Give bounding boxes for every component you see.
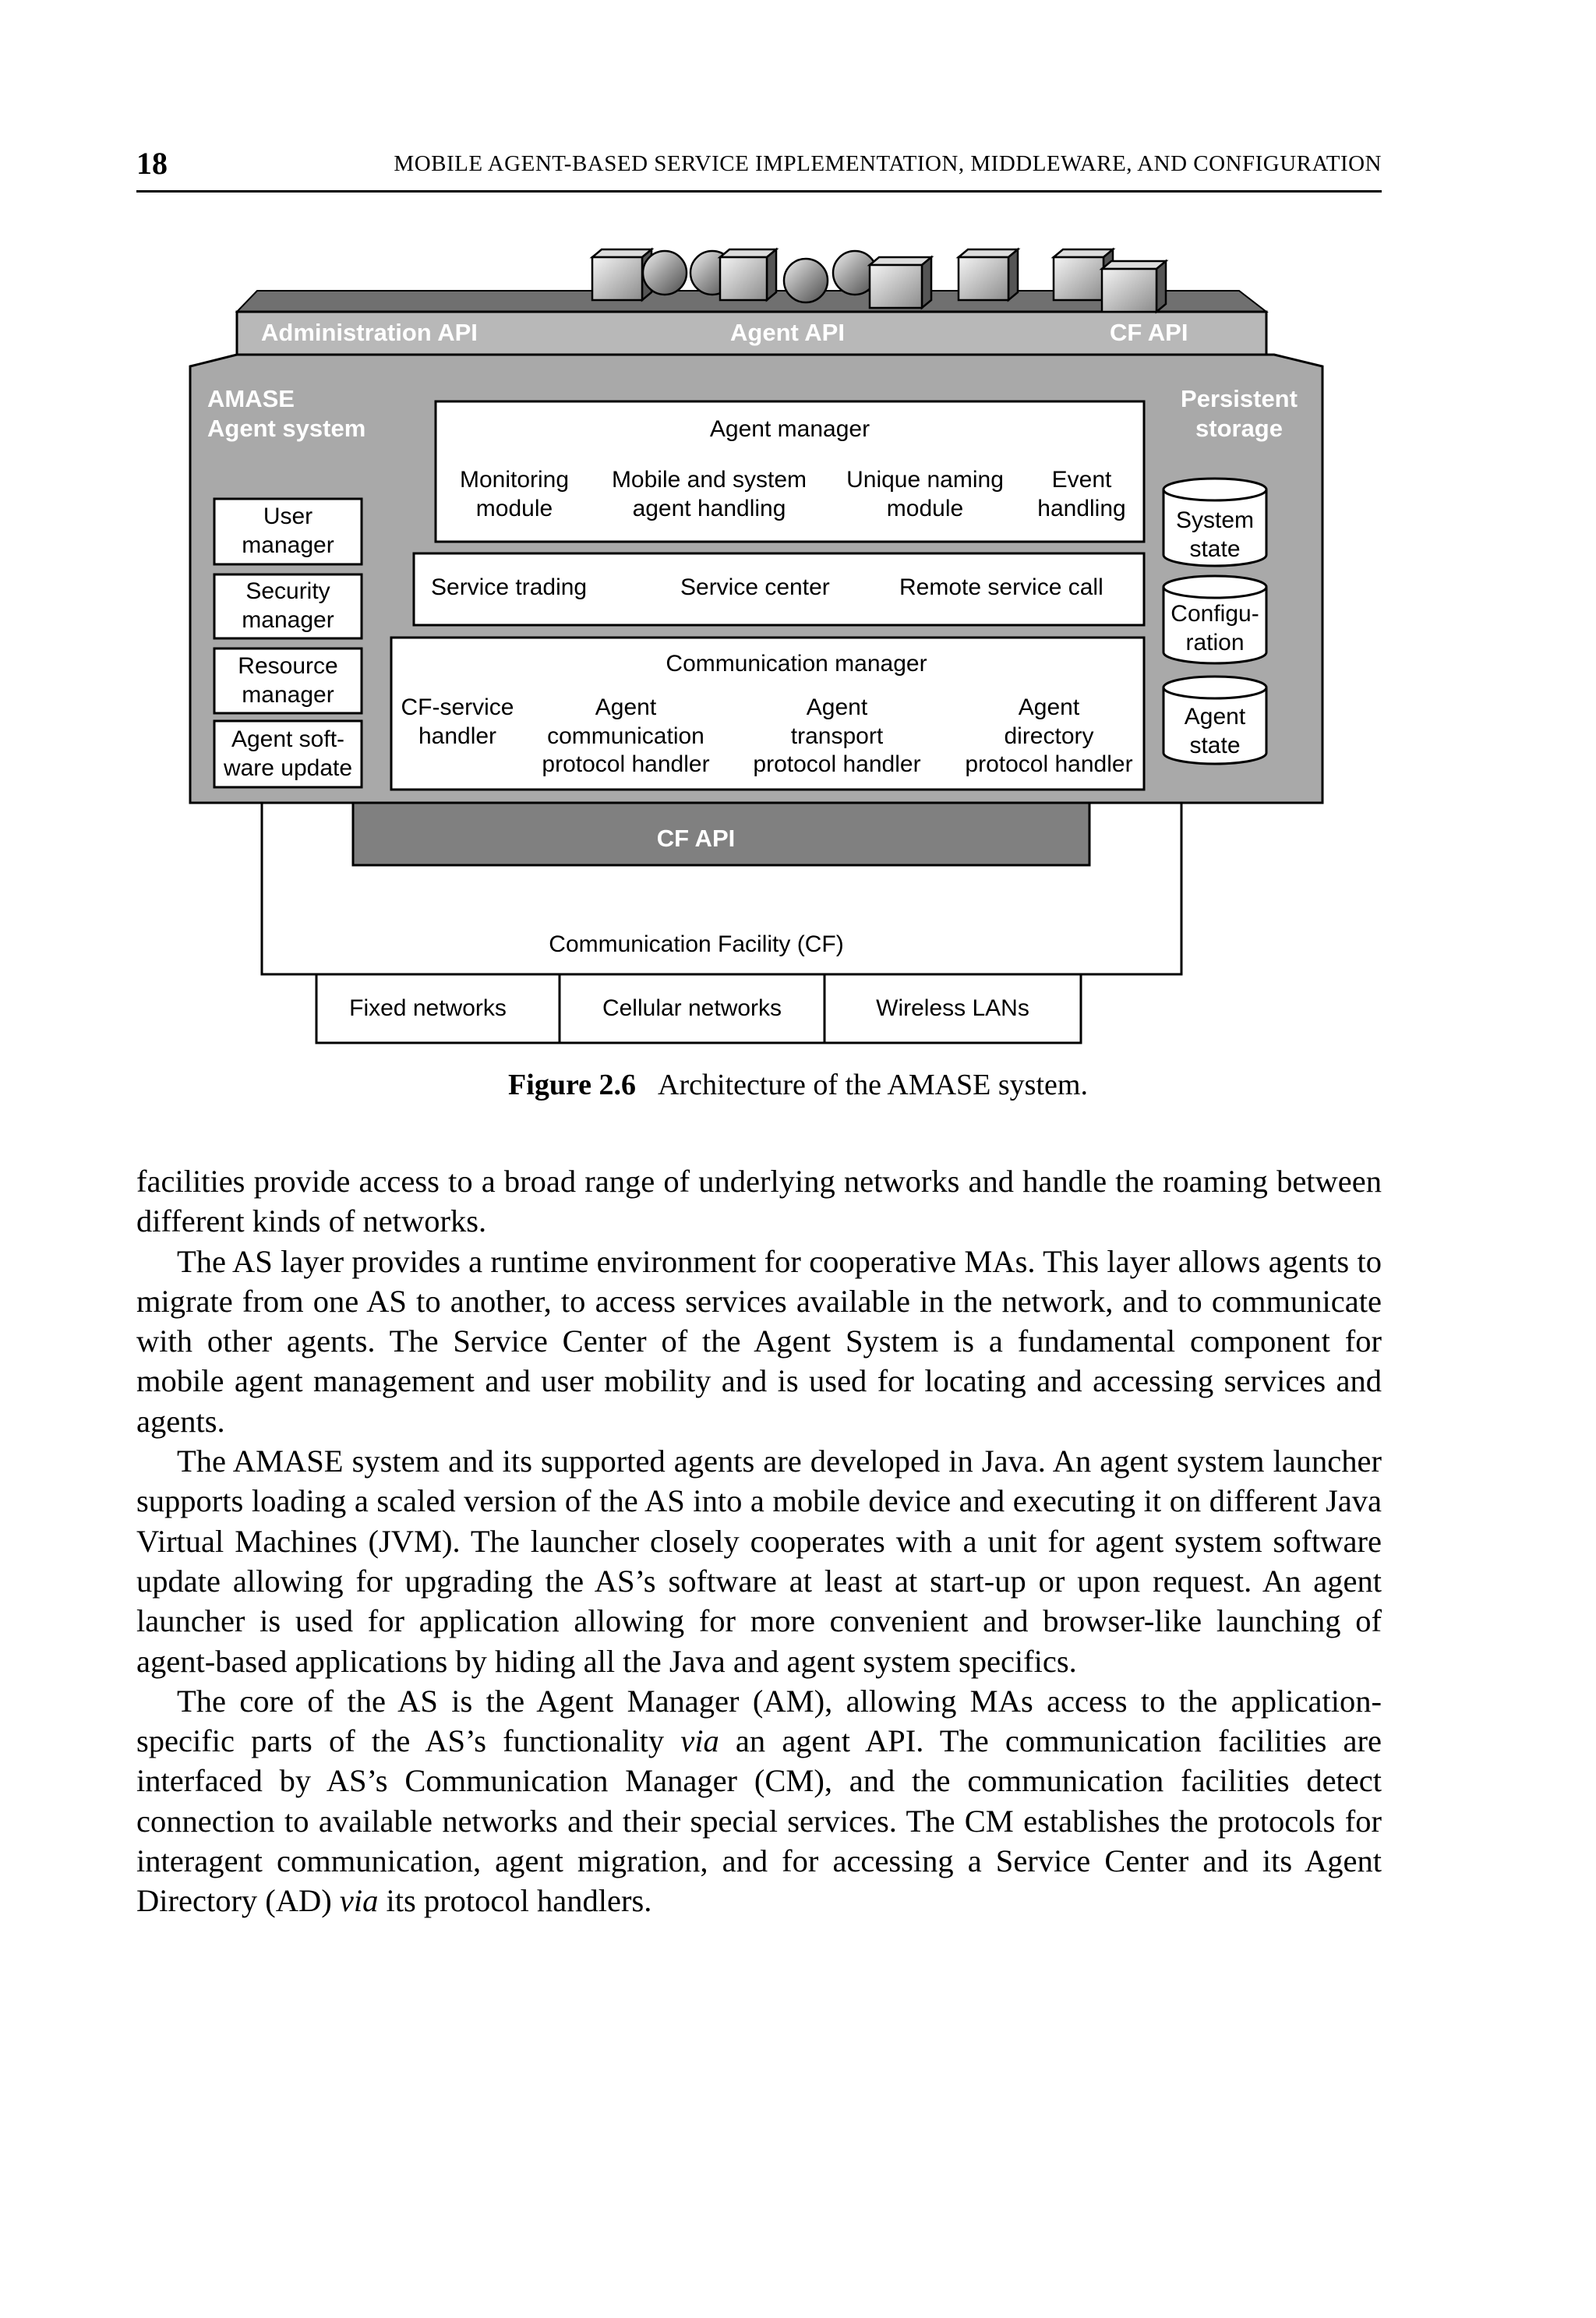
handler-label-line: directory bbox=[1004, 723, 1094, 749]
wireless-lans-label: Wireless LANs bbox=[876, 995, 1029, 1021]
handler-label-line: Agent bbox=[595, 694, 657, 720]
italic-via: via bbox=[680, 1723, 719, 1759]
user-manager-label bbox=[214, 499, 362, 564]
service-trading-label: Service trading bbox=[431, 574, 588, 600]
system-state-label bbox=[1163, 507, 1266, 564]
agent-system-label-line: Agent system bbox=[207, 414, 366, 442]
event-handling-module-label bbox=[1019, 466, 1144, 523]
agent-cube-3 bbox=[870, 257, 931, 308]
architecture-figure bbox=[0, 0, 1596, 1076]
storage-label-line: System bbox=[1175, 507, 1255, 533]
fixed-networks-label: Fixed networks bbox=[349, 995, 507, 1021]
paragraph-text: The core of the AS is the Agent Manager (AM), allowing MAs access to the application-specific parts of the AS’s functionality bbox=[136, 1683, 1382, 1759]
storage-label-line: state bbox=[1189, 535, 1241, 562]
agent-system-label-line: AMASE bbox=[207, 385, 295, 412]
box-label-line: User bbox=[263, 504, 313, 530]
handler-label-line: protocol handler bbox=[542, 751, 710, 778]
persistent-storage-label bbox=[1161, 384, 1317, 443]
handler-label-line: communication bbox=[547, 723, 704, 749]
box-label-line: Resource bbox=[238, 652, 338, 679]
directory-protocol-handler-label bbox=[941, 694, 1156, 779]
administration-api-label: Administration API bbox=[261, 319, 478, 346]
communication-manager-title: Communication manager bbox=[666, 651, 927, 677]
italic-via: via bbox=[339, 1883, 379, 1919]
cf-api-top-label: CF API bbox=[1110, 319, 1188, 346]
communication-facility-label: Communication Facility (CF) bbox=[549, 931, 844, 957]
handler-label-line: transport bbox=[790, 723, 884, 749]
box-label-line: ware update bbox=[223, 754, 353, 781]
module-label-line: Unique naming bbox=[846, 467, 1004, 493]
agent-cube-4 bbox=[959, 249, 1018, 300]
paragraph-text: its protocol handlers. bbox=[378, 1883, 652, 1919]
agent-cube-6 bbox=[1102, 261, 1166, 312]
figure-label: Figure 2.6 bbox=[508, 1069, 636, 1101]
module-label-line: Event bbox=[1051, 467, 1112, 493]
cf-service-handler-label bbox=[391, 694, 524, 751]
security-manager-label bbox=[214, 574, 362, 638]
handler-label-line: protocol handler bbox=[753, 751, 921, 778]
storage-label-line: state bbox=[1189, 732, 1241, 758]
persistent-storage-label-line: Persistent bbox=[1181, 385, 1298, 412]
handler-label-line: protocol handler bbox=[965, 751, 1133, 778]
storage-label-line: Configu- bbox=[1171, 601, 1259, 627]
handler-label-line: Agent bbox=[1018, 694, 1080, 720]
agent-sphere-3 bbox=[784, 259, 828, 302]
box-label-line: manager bbox=[242, 532, 334, 558]
figure-caption bbox=[0, 1068, 1596, 1102]
cf-api-bottom-label: CF API bbox=[656, 825, 736, 852]
module-label-line: module bbox=[475, 495, 553, 521]
module-label-line: handling bbox=[1037, 495, 1126, 521]
figure-caption-text: Architecture of the AMASE system. bbox=[658, 1069, 1088, 1101]
agent-state-label bbox=[1163, 703, 1266, 760]
agent-manager-title: Agent manager bbox=[709, 416, 870, 442]
agent-handling-module-label bbox=[592, 466, 826, 523]
page-number: 18 bbox=[136, 146, 168, 181]
naming-module-label bbox=[828, 466, 1022, 523]
software-update-label bbox=[214, 721, 362, 787]
storage-label-line: ration bbox=[1185, 629, 1245, 655]
configuration-label bbox=[1163, 600, 1266, 657]
agent-sphere-1 bbox=[643, 251, 687, 295]
box-label-line: Agent soft- bbox=[231, 726, 345, 752]
module-label-line: agent handling bbox=[632, 495, 786, 521]
remote-service-call-label: Remote service call bbox=[899, 574, 1103, 600]
paragraph-text: an agent API. The communication facilities are interfaced by AS’s Communication Manager (CM), and the communication facilities detect connection to available networks and their special services. The CM establishes the protocols for interagent communication, agent migration, and for accessing a Service Center and its Agent Directory (AD) bbox=[136, 1723, 1382, 1919]
monitoring-module-label bbox=[436, 466, 592, 523]
body-paragraph bbox=[136, 1681, 1382, 1921]
agent-cube-2 bbox=[720, 249, 776, 300]
handler-label-line: handler bbox=[418, 723, 497, 749]
body-paragraph: The AMASE system and its supported agents are developed in Java. An agent system launcher supports loading a scaled version of the AS into a mobile device and executing it on different Java Virtual Machines (JVM). The launcher closely cooperates with a unit for agent system software update allowing for upgrading the AS’s software at least at start-up or upon request. An agent launcher is used for application allowing for more convenient and browser-like launching of agent-based applications by hiding all the Java and agent system specifics. bbox=[136, 1443, 1382, 1679]
resource-manager-label bbox=[214, 648, 362, 713]
handler-label-line: CF-service bbox=[401, 694, 514, 720]
body-text bbox=[136, 1161, 1382, 1921]
communication-protocol-handler-label bbox=[524, 694, 728, 779]
handler-label-line: Agent bbox=[806, 694, 868, 720]
storage-label-line: Agent bbox=[1184, 704, 1246, 730]
running-title: MOBILE AGENT-BASED SERVICE IMPLEMENTATION, MIDDLEWARE, AND CONFIGURATION bbox=[394, 151, 1382, 176]
box-label-line: manager bbox=[242, 607, 334, 633]
agent-api-label: Agent API bbox=[730, 319, 845, 346]
box-label-line: Security bbox=[245, 578, 330, 605]
agent-system-label bbox=[207, 384, 365, 443]
body-paragraph: The AS layer provides a runtime environment for cooperative MAs. This layer allows agents to migrate from one AS to another, to access services available in the network, and to communicate with other agents. The Service Center of the Agent System is a fundamental component for mobile agent management and user mobility and is used for locating and accessing services and agents. bbox=[136, 1243, 1382, 1439]
transport-protocol-handler-label bbox=[733, 694, 941, 779]
persistent-storage-label-line: storage bbox=[1195, 414, 1283, 442]
body-paragraph: facilities provide access to a broad range of underlying networks and handle the roaming between different kinds of networks. bbox=[136, 1164, 1382, 1239]
service-center-label: Service center bbox=[680, 574, 830, 600]
module-label-line: Mobile and system bbox=[611, 467, 807, 493]
box-label-line: manager bbox=[242, 681, 334, 708]
cellular-networks-label: Cellular networks bbox=[602, 995, 782, 1021]
module-label-line: module bbox=[886, 495, 964, 521]
module-label-line: Monitoring bbox=[459, 467, 570, 493]
